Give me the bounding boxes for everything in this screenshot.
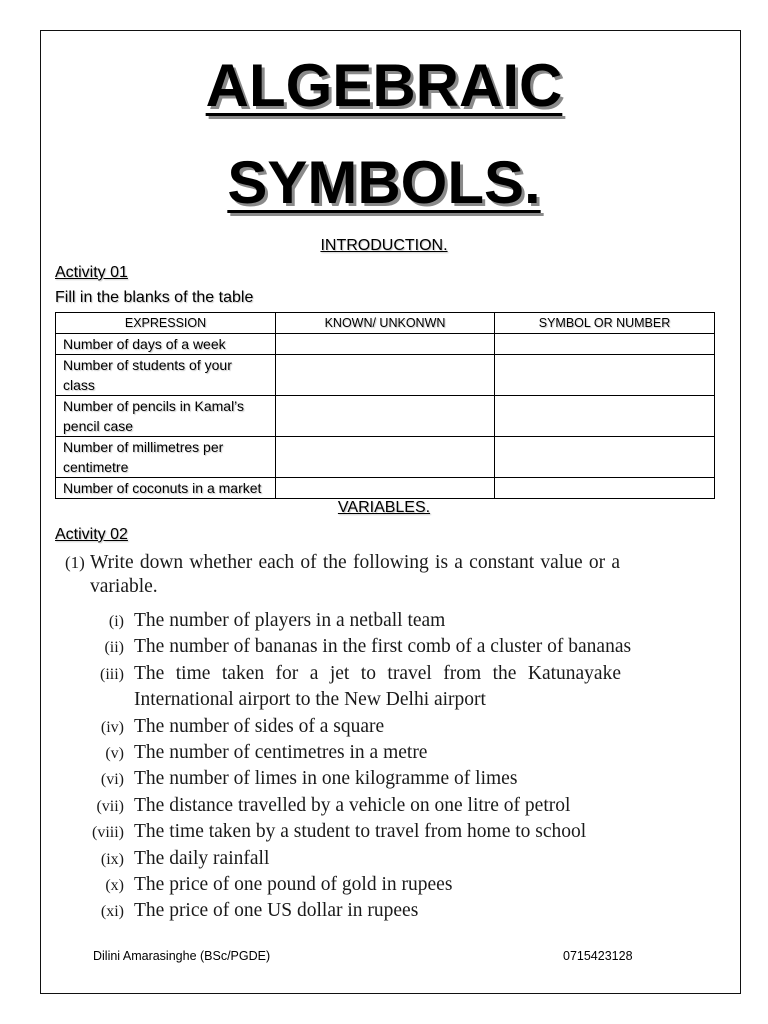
item-text: The time taken for a jet to travel from the Katunayake International airport to the New Delhi airport xyxy=(134,662,621,711)
list-item xyxy=(0,872,631,898)
symbol-or-number-cell xyxy=(495,437,715,478)
list-item xyxy=(0,846,631,872)
expression-cell: Number of days of a week xyxy=(56,334,276,355)
title-line-1: ALGEBRAIC xyxy=(205,52,563,119)
expression-cell: Number of millimetres per centimetre xyxy=(56,437,276,478)
known-unknown-cell xyxy=(276,355,495,396)
list-item xyxy=(0,608,631,634)
item-text: The number of players in a netball team xyxy=(134,610,446,631)
item-label: (i) xyxy=(108,613,124,630)
list-item xyxy=(0,793,631,819)
table-header-known-unknown: KNOWN/ UNKONWN xyxy=(276,313,495,334)
list-item xyxy=(0,898,631,924)
symbol-or-number-cell xyxy=(495,355,715,396)
list-item xyxy=(0,819,631,845)
table-row xyxy=(56,396,715,437)
item-label: (viii) xyxy=(92,824,124,842)
table-header-expression: EXPRESSION xyxy=(56,313,276,334)
item-text: The number of sides of a square xyxy=(134,715,385,737)
item-text: The number of limes in one kilogramme of limes xyxy=(134,768,518,790)
item-text: The daily rainfall xyxy=(134,847,270,869)
footer-phone: 0715423128 xyxy=(563,949,633,963)
item-label: (x) xyxy=(105,877,124,895)
symbol-or-number-cell xyxy=(495,478,715,499)
item-label: (iii) xyxy=(100,665,124,683)
list-item xyxy=(0,661,631,714)
item-label: (vii) xyxy=(96,797,124,815)
item-label: (xi) xyxy=(100,903,124,921)
item-label: (ii) xyxy=(104,639,124,657)
expression-cell: Number of coconuts in a market xyxy=(56,478,276,499)
table-header-row xyxy=(56,313,715,334)
known-unknown-cell xyxy=(276,437,495,478)
list-item xyxy=(0,766,631,792)
page-title xyxy=(0,37,768,231)
symbol-or-number-cell xyxy=(495,396,715,437)
table-header-symbol-or-number: SYMBOL OR NUMBER xyxy=(495,313,715,334)
symbol-or-number-cell xyxy=(495,334,715,355)
item-label: (iv) xyxy=(100,718,124,736)
question-number: (1) xyxy=(65,553,85,572)
item-text: The price of one pound of gold in rupees xyxy=(134,874,453,896)
activity-02-label: Activity 02 xyxy=(55,526,128,543)
list-item xyxy=(0,740,631,766)
question-items xyxy=(0,608,631,925)
table-row xyxy=(56,437,715,478)
item-label: (v) xyxy=(105,745,124,763)
expression-cell: Number of pencils in Kamal’s pencil case xyxy=(56,396,276,437)
known-unknown-cell xyxy=(276,478,495,499)
item-text: The distance travelled by a vehicle on one litre of petrol xyxy=(134,794,571,816)
list-item xyxy=(0,634,631,660)
expression-cell: Number of students of your class xyxy=(56,355,276,396)
item-label: (vi) xyxy=(100,771,124,789)
list-item xyxy=(0,714,631,740)
table-row xyxy=(56,478,715,499)
footer-author: Dilini Amarasinghe (BSc/PGDE) xyxy=(93,949,271,963)
fill-in-table xyxy=(55,312,715,499)
question xyxy=(65,551,620,599)
item-text: The price of one US dollar in rupees xyxy=(134,900,419,922)
item-text: The number of centimetres in a metre xyxy=(134,742,428,764)
item-text: The number of bananas in the first comb of a cluster of bananas xyxy=(134,636,632,658)
item-label: (ix) xyxy=(100,850,124,868)
question-text: Write down whether each of the following is a constant value or a variable. xyxy=(90,552,620,597)
table-row xyxy=(56,355,715,396)
table-instruction: Fill in the blanks of the table xyxy=(55,289,254,306)
section-heading-variables: VARIABLES. xyxy=(337,499,431,516)
known-unknown-cell xyxy=(276,334,495,355)
known-unknown-cell xyxy=(276,396,495,437)
table-row xyxy=(56,334,715,355)
section-heading-introduction: INTRODUCTION. xyxy=(320,237,448,254)
item-text: The time taken by a student to travel from home to school xyxy=(134,821,587,843)
activity-01-label: Activity 01 xyxy=(55,264,128,281)
title-line-2: SYMBOLS. xyxy=(227,149,541,216)
